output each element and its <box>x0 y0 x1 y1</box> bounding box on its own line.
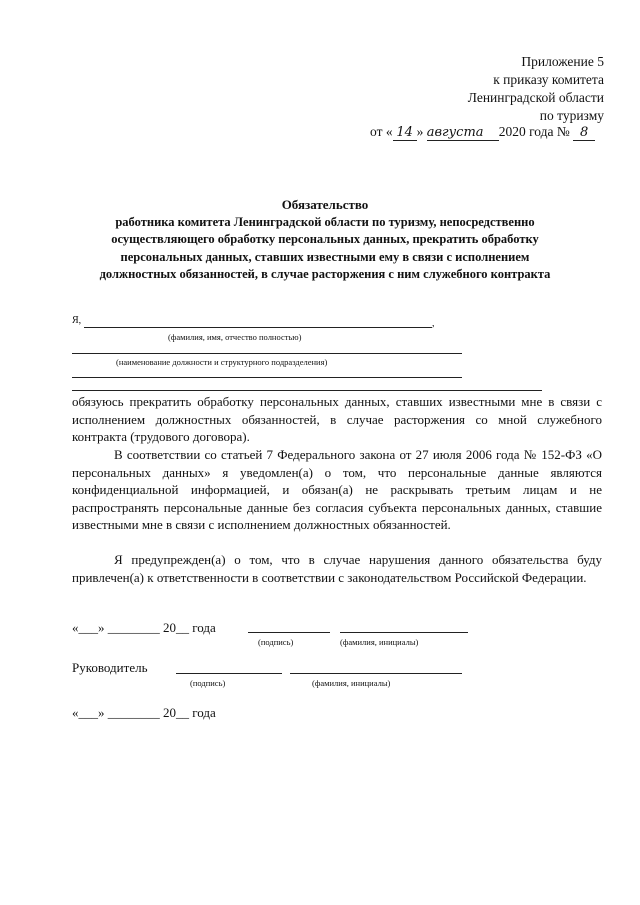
employee-name-caption: (фамилия, инициалы) <box>340 637 419 647</box>
title-line-2: работника комитета Ленинградской области по туризму, непосредственно <box>115 214 535 229</box>
order-ref: к приказу комитета <box>493 72 604 87</box>
title-line-5: должностных обязанностей, в случае расторжения с ним служебного контракта <box>99 267 551 281</box>
date-day-handwritten: 14 <box>393 125 417 141</box>
position-field-3[interactable] <box>72 390 542 391</box>
paragraph-law: В соответствии со статьей 7 Федерального закона от 27 июля 2006 года № 152-ФЗ «О персональных данных» я уведомлен(а) о том, что персональные данные являются конфиденциальной информацией, и обязан(а) не раскрывать третьим лицам и не распространять персональные данные без согласия субъекта персональных данных, ставшие известными мне в связи с исполнением должностных обязанностей. <box>72 447 602 532</box>
title-line-3: осуществляющего обработку персональных данных, прекратить обработку <box>111 232 539 246</box>
order-date-line <box>370 124 595 141</box>
employee-sign-date: «___» ________ 20__ года <box>72 620 216 635</box>
fio-end-comma: , <box>432 318 435 329</box>
title-line-4: персональных данных, ставших известными ему в связи с исполнением <box>120 249 530 264</box>
region-name: Ленинградской области <box>467 90 604 105</box>
head-label: Руководитель <box>72 660 148 675</box>
committee-name: по туризму <box>539 108 604 123</box>
paragraph-warning: Я предупрежден(а) о том, что в случае нарушения данного обязательства буду привлечен(а) к ответственности в соответствии с законодательством Российской Федерации. <box>72 552 602 585</box>
head-name-caption: (фамилия, инициалы) <box>312 678 391 688</box>
title-line-1: Обязательство <box>281 197 369 212</box>
date-month-handwritten: августа <box>427 125 499 141</box>
date-mid: » <box>416 124 424 139</box>
i-label: Я, <box>72 315 82 326</box>
order-number-handwritten: 8 <box>573 125 595 141</box>
document-title <box>40 196 610 284</box>
fio-caption: (фамилия, имя, отчество полностью) <box>168 332 302 342</box>
head-name-field[interactable] <box>290 673 462 674</box>
employee-signature-field[interactable] <box>248 632 330 633</box>
position-caption: (наименование должности и структурного подразделения) <box>116 357 328 367</box>
head-signature-field[interactable] <box>176 673 282 674</box>
position-field-2[interactable] <box>72 377 462 378</box>
head-sign-caption: (подпись) <box>190 678 226 688</box>
paragraph-obligation: обязуюсь прекратить обработку персональных данных, ставших известными мне в связи с исполнением должностных обязанностей, в случае расторжения со мной служебного контракта (трудового договора). <box>72 394 602 444</box>
employee-sign-caption: (подпись) <box>258 637 294 647</box>
fio-field[interactable] <box>84 327 432 328</box>
appendix-number: Приложение 5 <box>521 54 604 69</box>
date-suffix: 2020 года № <box>498 124 570 139</box>
date-prefix: от « <box>370 124 393 139</box>
head-sign-date: «___» ________ 20__ года <box>72 705 216 720</box>
position-field-1[interactable] <box>72 353 462 354</box>
employee-name-field[interactable] <box>340 632 468 633</box>
